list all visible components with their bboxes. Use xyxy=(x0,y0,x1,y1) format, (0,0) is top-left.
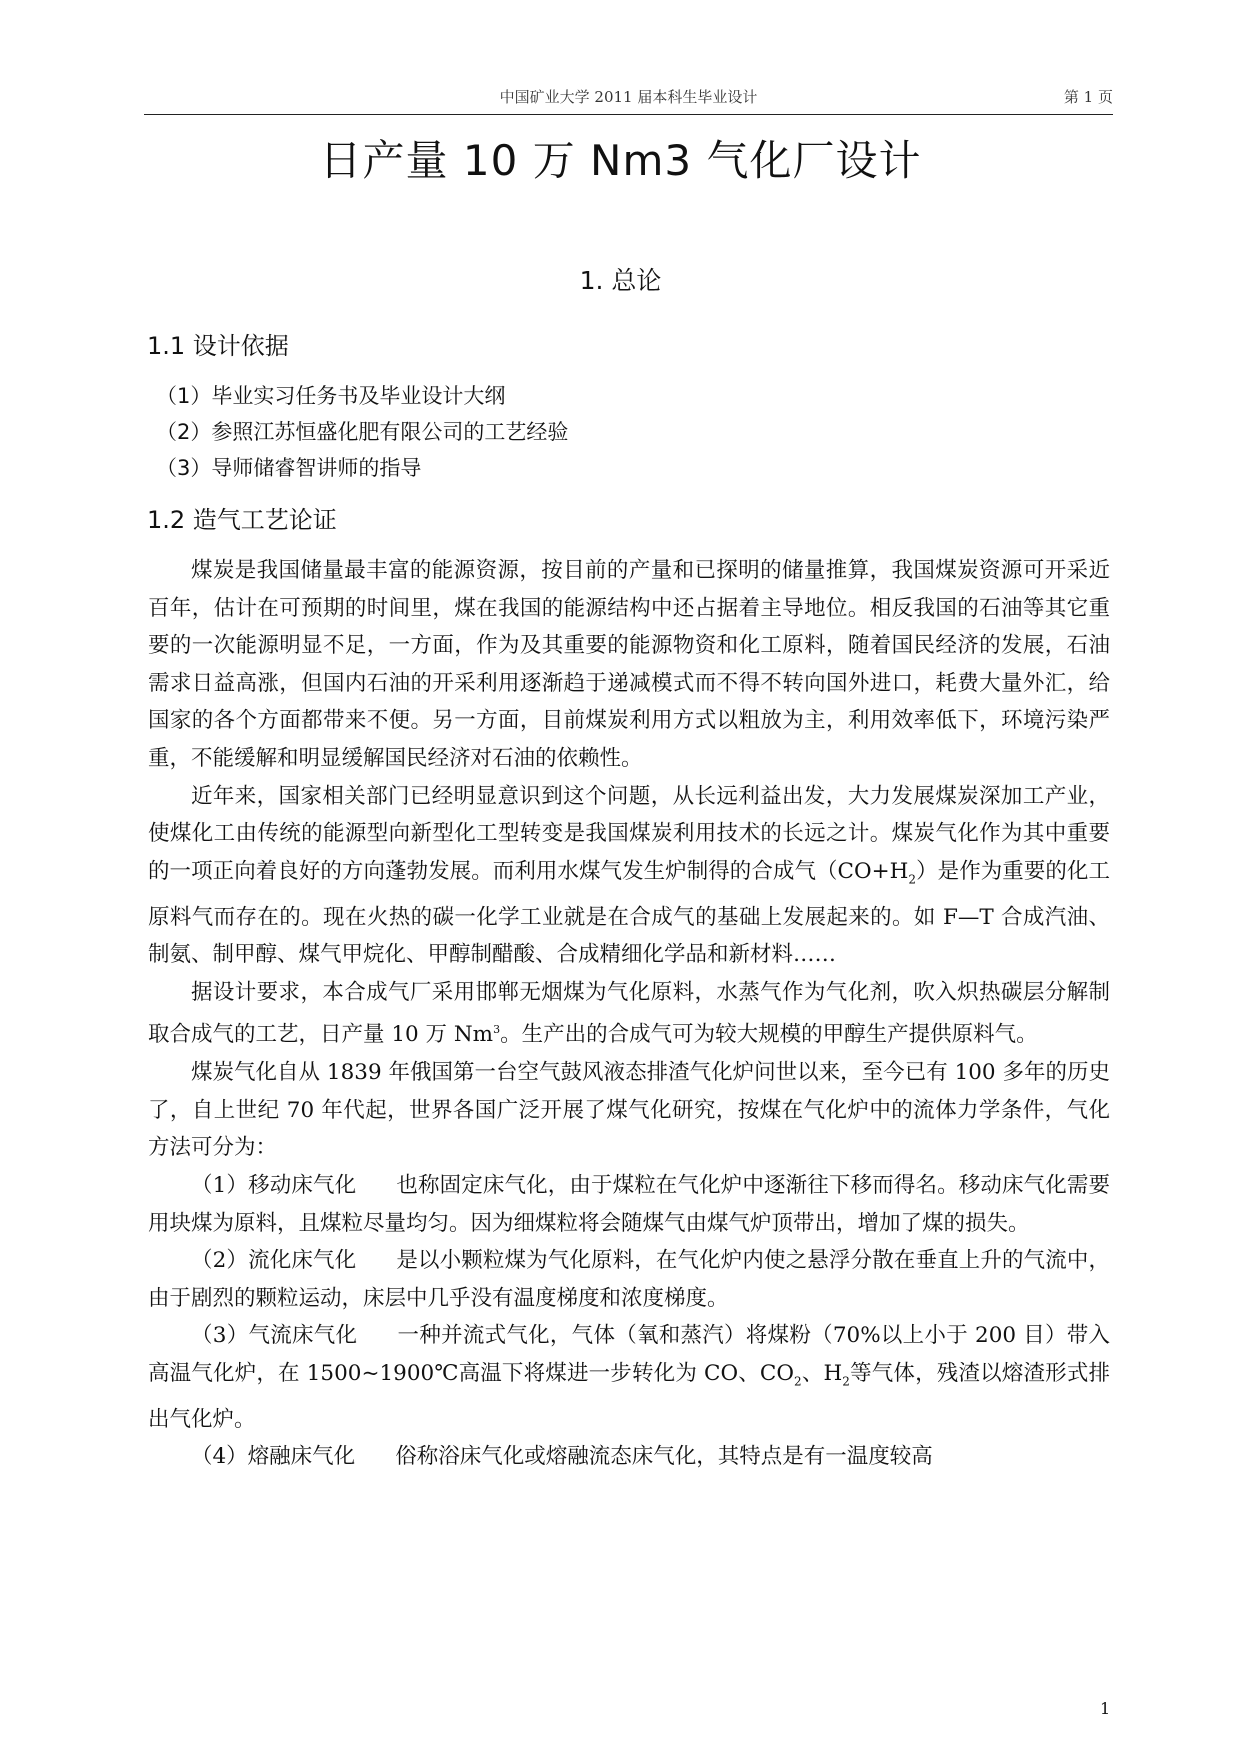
paragraph-3-part-a: 据设计要求，本合成气厂采用邯郸无烟煤为气化原料，水蒸气作为气化剂，吹入炽热碳层分解制取合成气的工艺，日产量 10 万 Nm xyxy=(148,979,1110,1048)
footer-page-number: 1 xyxy=(1100,1699,1111,1718)
paragraph-4: 煤炭气化自从 1839 年俄国第一台空气鼓风液态排渣气化炉问世以来，至今已有 100 多年的历史了，自上世纪 70 年代起，世界各国广泛开展了煤气化研究，按煤在气化炉中的流体力学条件，气化方法可分为： xyxy=(148,1060,1110,1161)
method-3 xyxy=(148,1317,1110,1438)
paragraph-3-part-b: 。生产出的合成气可为较大规模的甲醇生产提供原料气。 xyxy=(500,1022,1038,1048)
basis-item-1: （1）毕业实习任务书及毕业设计大纲 xyxy=(156,384,506,408)
method-2 xyxy=(148,1242,1110,1317)
paragraph-2-part-a: 近年来，国家相关部门已经明显意识到这个问题，从长远利益出发，大力发展煤炭深加工产业，使煤化工由传统的能源型向新型化工型转变是我国煤炭利用技术的长远之计。煤炭气化作为其中重要的一项正向着良好的方向蓬勃发展。而利用水煤气发生炉制得的合成气（CO+H xyxy=(148,783,1110,884)
paragraph-2-part-b: ）是作为重要的化工原料气而存在的。现在火热的碳一化学工业就是在合成气的基础上发展起来的。如 F—T 合成汽油、制氨、制甲醇、煤气甲烷化、甲醇制醋酸、合成精细化学品和新材料…… xyxy=(148,858,1110,968)
method-3-text-c: 等气体，残渣以熔渣形式排出气化炉。 xyxy=(148,1360,1110,1432)
method-4 xyxy=(148,1438,1110,1476)
method-1-label: （1）移动床气化 xyxy=(191,1172,357,1198)
paragraph-2 xyxy=(148,778,1110,974)
chapter-heading: 1. 总论 xyxy=(579,266,662,295)
basis-item-3: （3）导师储睿智讲师的指导 xyxy=(156,456,422,480)
subscript-2: 2 xyxy=(908,872,917,887)
method-1-text: 也称固定床气化，由于煤粒在气化炉中逐渐往下移而得名。移动床气化需要用块煤为原料，且煤粒尽量均匀。因为细煤粒将会随煤气由煤气炉顶带出，增加了煤的损失。 xyxy=(148,1172,1110,1236)
superscript-3: 3 xyxy=(493,1023,501,1037)
header-page-number: 第 1 页 xyxy=(1063,88,1113,106)
section-heading-1-1: 1.1 设计依据 xyxy=(147,332,289,360)
method-4-label: （4）熔融床气化 xyxy=(191,1444,356,1470)
document-title: 日产量 10 万 Nm3 气化厂设计 xyxy=(319,136,922,185)
subscript-2: 2 xyxy=(794,1374,802,1389)
method-4-text: 俗称浴床气化或熔融流态床气化，其特点是有一温度较高 xyxy=(395,1444,933,1470)
header-title: 中国矿业大学 2011 届本科生毕业设计 xyxy=(499,88,758,106)
subscript-2: 2 xyxy=(842,1374,850,1389)
method-1 xyxy=(148,1167,1110,1242)
method-3-text-b: 、H xyxy=(801,1360,843,1386)
paragraph-3 xyxy=(148,974,1110,1054)
body-text xyxy=(148,552,1110,1476)
paragraph-1: 煤炭是我国储量最丰富的能源资源，按目前的产量和已探明的储量推算，我国煤炭资源可开采近百年，估计在可预期的时间里，煤在我国的能源结构中还占据着主导地位。相反我国的石油等其它重要的一次能源明显不足，一方面，作为及其重要的能源物资和化工原料，随着国民经济的发展，石油需求日益高涨，但国内石油的开采利用逐渐趋于递减模式而不得不转向国外进口，耗费大量外汇，给国家的各个方面都带来不便。另一方面，目前煤炭利用方式以粗放为主，利用效率低下，环境污染严重，不能缓解和明显缓解国民经济对石油的依赖性。 xyxy=(148,558,1110,771)
method-3-label: （3）气流床气化 xyxy=(191,1323,358,1349)
basis-item-2: （2）参照江苏恒盛化肥有限公司的工艺经验 xyxy=(156,420,569,444)
method-2-label: （2）流化床气化 xyxy=(191,1248,357,1274)
method-3-text-a: 一种并流式气化，气体（氧和蒸汽）将煤粉（70%以上小于 200 目）带入高温气化炉，在 1500~1900℃高温下将煤进一步转化为 CO、CO xyxy=(148,1323,1110,1386)
section-heading-1-2: 1.2 造气工艺论证 xyxy=(147,506,337,534)
method-2-text: 是以小颗粒煤为气化原料，在气化炉内使之悬浮分散在垂直上升的气流中，由于剧烈的颗粒运动，床层中几乎没有温度梯度和浓度梯度。 xyxy=(148,1248,1110,1311)
page-header xyxy=(144,84,1113,115)
